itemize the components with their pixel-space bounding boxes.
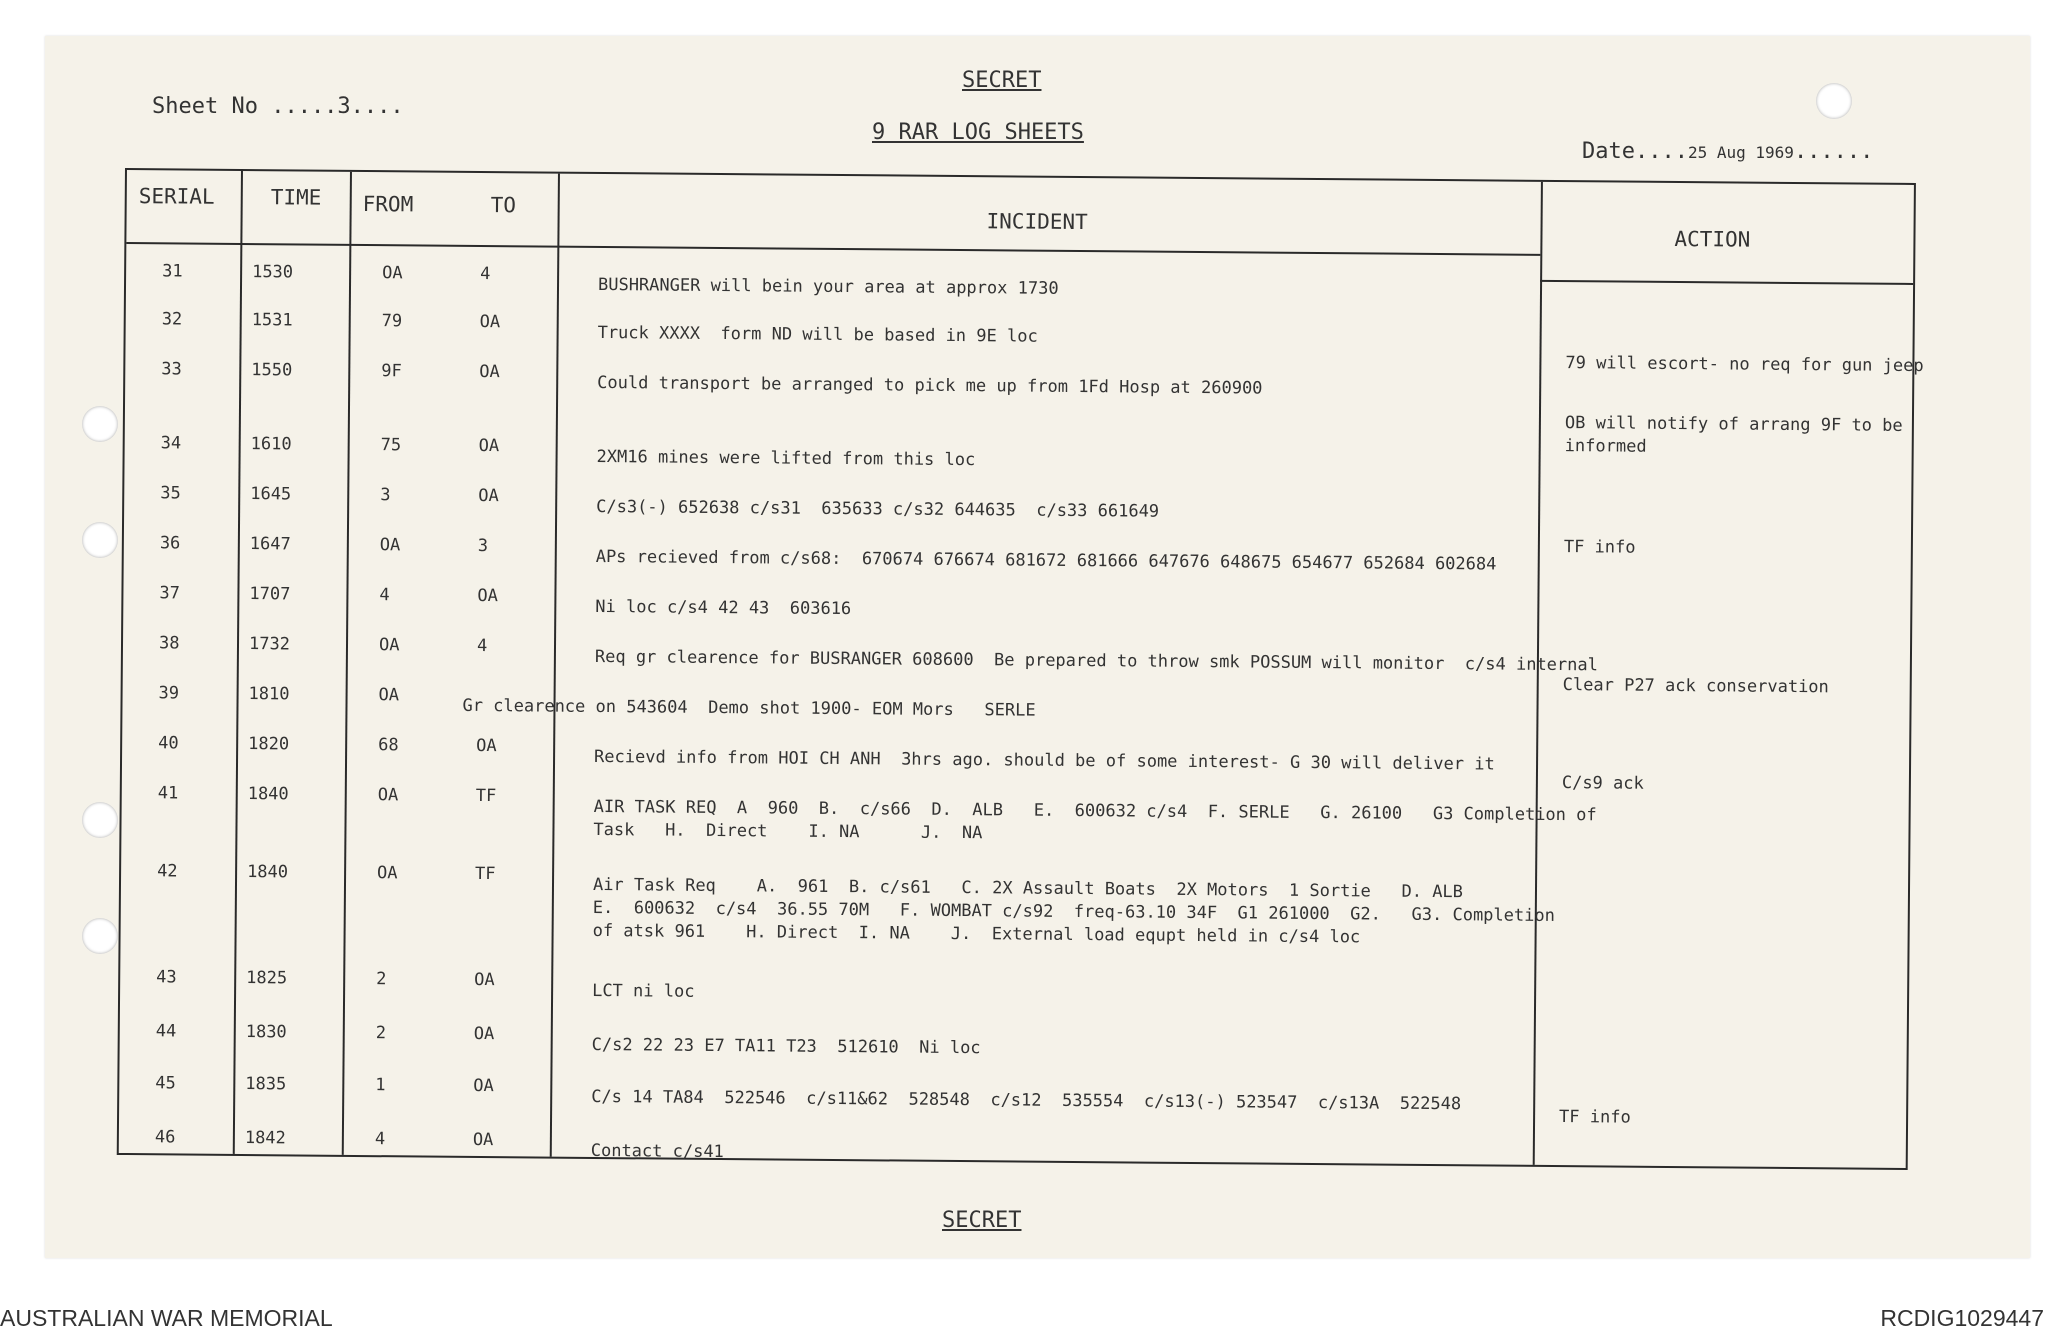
column-header-serial: SERIAL — [138, 184, 215, 209]
to-cell: OA — [473, 1075, 494, 1097]
from-cell: 4 — [379, 585, 390, 606]
header-rule-action — [1540, 280, 1913, 285]
classification-bottom: SECRET — [942, 1208, 1022, 1233]
time-cell: 1732 — [248, 634, 291, 655]
time-cell: 1840 — [247, 784, 289, 805]
serial-cell: 44 — [155, 1021, 177, 1042]
serial-cell: 32 — [161, 309, 183, 330]
serial-cell: 37 — [159, 583, 181, 604]
time-cell: 1550 — [251, 360, 293, 381]
incident-cell: Truck XXXX form ND will be based in 9E loc — [597, 322, 1038, 347]
from-cell: OA — [382, 263, 403, 284]
incident-cell: LCT ni loc — [592, 980, 695, 1002]
date-value: 25 Aug 1969 — [1687, 143, 1794, 162]
from-cell: OA — [379, 535, 401, 556]
to-cell: OA — [479, 311, 501, 333]
time-cell: 1835 — [245, 1074, 287, 1095]
column-header-action: ACTION — [1674, 226, 1751, 252]
header-rule-left — [126, 242, 1540, 256]
action-note: Clear P27 ack conservation — [1562, 675, 1829, 698]
action-note: C/s9 ack — [1561, 773, 1644, 794]
time-cell: 1645 — [250, 484, 292, 505]
credit-left: AUSTRALIAN WAR MEMORIAL — [0, 1305, 333, 1331]
from-cell: 79 — [381, 311, 403, 332]
time-cell: 1842 — [244, 1128, 286, 1149]
from-cell: 75 — [380, 435, 402, 456]
serial-cell: 40 — [158, 733, 179, 754]
punch-hole-top-right — [1816, 83, 1852, 119]
action-note: OB will notify of arrang 9F to be informed — [1564, 413, 1903, 457]
column-header-from: FROM — [362, 191, 414, 217]
from-cell: 4 — [374, 1129, 386, 1150]
serial-cell: 34 — [160, 433, 182, 454]
serial-cell: 41 — [157, 783, 179, 804]
incident-cell: Air Task Req A. 961 B. c/s61 C. 2X Assault Boats 2X Motors 1 Sortie D. ALB E. 600632 c/s4 36.55 70M F. WOMBAT c/s92 freq-63.10 34F G1 261000 G2. G3. Completion of atsk 961 H. Direct I. NA J. External load equpt held in c/s4 loc — [592, 874, 1555, 948]
serial-cell: 36 — [159, 533, 181, 554]
date-dots: ...... — [1793, 139, 1874, 164]
classification-top: SECRET — [962, 68, 1042, 93]
to-cell: TF — [475, 785, 497, 807]
column-header-to: TO — [490, 193, 517, 218]
divider-serial-time — [233, 171, 243, 1154]
column-header-incident: INCIDENT — [986, 209, 1088, 235]
to-cell: OA — [476, 735, 497, 757]
from-cell: 2 — [375, 1023, 387, 1044]
incident-cell: C/s2 22 23 E7 TA11 T23 512610 Ni loc — [591, 1034, 981, 1059]
time-cell: 1830 — [245, 1022, 287, 1043]
action-note: 79 will escort- no req for gun jeep — [1565, 353, 1924, 377]
from-cell: OA — [378, 685, 400, 706]
incident-cell: BUSHRANGER will bein your area at approx 1730 — [597, 274, 1059, 299]
from-cell: OA — [377, 785, 399, 806]
to-cell: OA — [479, 361, 500, 383]
from-cell: 68 — [378, 735, 399, 756]
date-label: Date.... — [1582, 139, 1688, 164]
sheet-number: Sheet No .....3.... — [152, 94, 404, 119]
incident-cell: Ni loc c/s4 42 43 603616 — [595, 596, 852, 620]
incident-cell: APs recieved from c/s68: 670674 676674 681672 681666 647676 648675 654677 652684 602684 — [595, 546, 1497, 575]
action-note: TF info — [1559, 1107, 1631, 1128]
time-cell: 1810 — [248, 684, 290, 705]
serial-cell: 38 — [158, 633, 180, 654]
serial-cell: 33 — [161, 359, 182, 380]
serial-cell: 42 — [157, 861, 178, 882]
from-cell: 9F — [381, 361, 402, 382]
to-cell: 3 — [477, 535, 489, 557]
time-cell: 1647 — [249, 534, 291, 555]
from-cell: 3 — [380, 485, 391, 506]
from-cell: OA — [378, 635, 400, 656]
to-cell: OA — [472, 1129, 494, 1151]
serial-cell: 31 — [162, 261, 183, 282]
column-header-time: TIME — [270, 185, 322, 210]
serial-cell: 46 — [154, 1127, 176, 1148]
incident-cell: Could transport be arranged to pick me up from 1Fd Hosp at 260900 — [597, 372, 1263, 399]
from-cell: 2 — [376, 969, 387, 990]
punch-hole-left-3 — [82, 802, 118, 838]
to-cell: TF — [475, 863, 496, 885]
time-cell: 1610 — [250, 434, 292, 455]
punch-hole-left-1 — [82, 406, 118, 442]
log-table — [117, 168, 1924, 1170]
to-cell: 4 — [476, 635, 488, 657]
credit-right: RCDIG1029447 — [1880, 1305, 2044, 1331]
serial-cell: 43 — [156, 967, 177, 988]
action-note: TF info — [1563, 537, 1636, 558]
time-cell: 1820 — [248, 734, 290, 755]
from-cell: OA — [377, 863, 398, 884]
divider-to-incident — [550, 174, 560, 1157]
serial-cell: 35 — [160, 483, 181, 504]
to-cell: OA — [477, 585, 498, 607]
time-cell: 1840 — [247, 862, 289, 883]
time-cell: 1531 — [251, 310, 293, 331]
serial-cell: 45 — [155, 1073, 176, 1094]
time-cell: 1707 — [249, 584, 291, 605]
to-cell: 4 — [480, 263, 491, 285]
to-cell: OA — [478, 485, 499, 507]
incident-cell: Gr clearence on 543604 Demo shot 1900- EOM Mors SERLE — [462, 695, 1036, 721]
divider-time-from — [342, 172, 352, 1155]
incident-cell: C/s 14 TA84 522546 c/s11&62 528548 c/s12 535554 c/s13(-) 523547 c/s13A 522548 — [591, 1086, 1462, 1115]
serial-cell: 39 — [158, 683, 180, 704]
incident-cell: C/s3(-) 652638 c/s31 635633 c/s32 644635 c/s33 661649 — [596, 496, 1160, 522]
incident-cell: AIR TASK REQ A 960 B. c/s66 D. ALB E. 600632 c/s4 F. SERLE G. 26100 G3 Completion of Task H. Direct I. NA J. NA — [593, 796, 1597, 844]
incident-cell: Req gr clearence for BUSRANGER 608600 Be prepared to throw smk POSSUM will monitor c/s4 internal — [594, 646, 1599, 676]
to-cell: OA — [473, 1023, 495, 1045]
incident-cell: Contact c/s41 — [590, 1140, 724, 1163]
time-cell: 1530 — [252, 262, 294, 283]
time-cell: 1825 — [246, 968, 288, 989]
punch-hole-left-2 — [82, 522, 118, 558]
incident-cell: 2XM16 mines were lifted from this loc — [596, 446, 976, 471]
punch-hole-left-4 — [82, 918, 118, 954]
from-cell: 1 — [375, 1075, 386, 1096]
page-title: 9 RAR LOG SHEETS — [872, 120, 1084, 145]
to-cell: OA — [474, 969, 495, 991]
incident-cell: Recievd info from HOI CH ANH 3hrs ago. should be of some interest- G 30 will deliver it — [593, 746, 1495, 775]
date-field — [1582, 139, 1873, 164]
to-cell: OA — [478, 435, 500, 457]
